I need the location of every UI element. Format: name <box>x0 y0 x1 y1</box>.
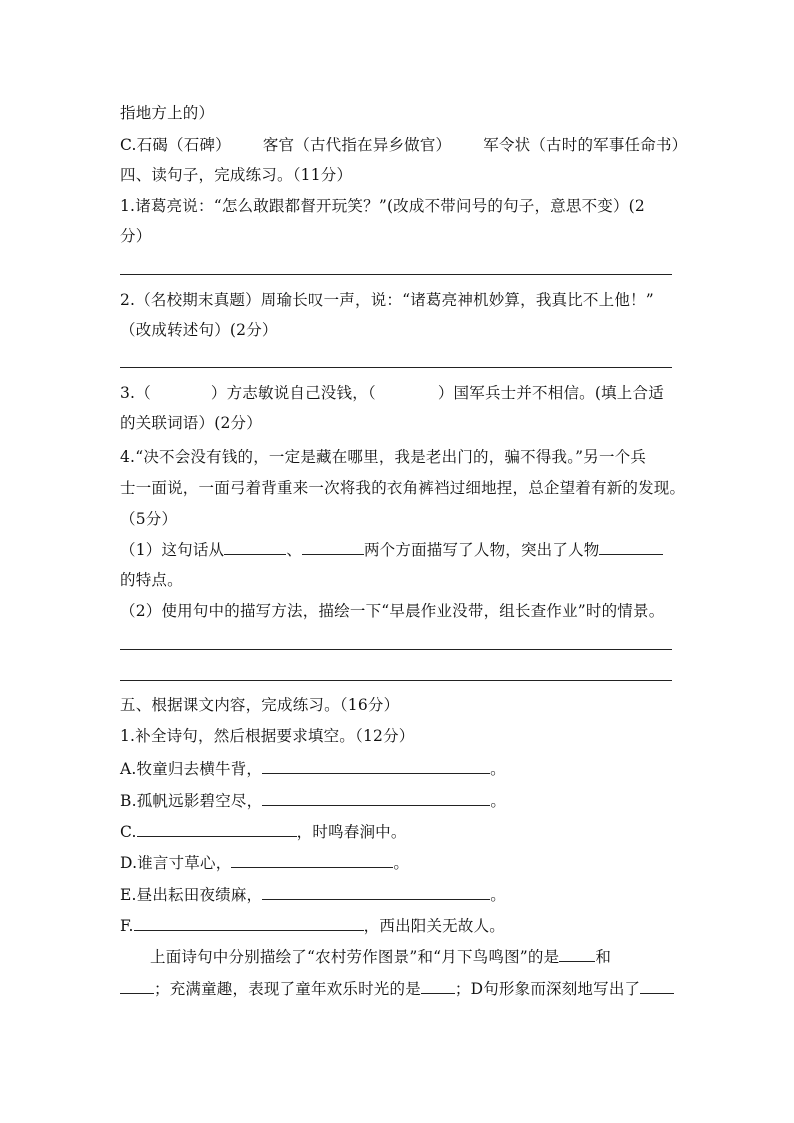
question-4-4: 4.“决不会没有钱的，一定是藏在哪里，我是老出门的，骗不得我。”另一个兵 <box>120 448 647 466</box>
option-c-row <box>120 135 688 155</box>
fill-blank[interactable] <box>262 790 490 806</box>
question-4-1-cont: 分） <box>120 227 152 245</box>
poem-b: B.孤帆远影碧空尽， 。 <box>120 792 507 810</box>
question-4-3: 3.（ ）方志敏说自己没钱，（ ）国军兵士并不相信。(填上合适 <box>120 384 664 402</box>
poem-f: F. ，西出阳关无故人。 <box>120 917 505 935</box>
answer-line[interactable] <box>120 367 672 368</box>
fill-blank[interactable] <box>421 978 455 994</box>
poem-d: D.谁言寸草心， 。 <box>120 854 410 872</box>
question-4-4-cont: 士一面说，一面弓着背重来一次将我的衣角裤裆过细地捏，总企望着有新的发现。 <box>120 479 686 497</box>
fill-blank[interactable] <box>134 915 364 931</box>
answer-line[interactable] <box>120 274 672 275</box>
continued-text: 指地方上的） <box>120 104 215 122</box>
poem-c: C. ，时鸣春涧中。 <box>120 823 407 841</box>
question-4-3-cont: 的关联词语）(2分） <box>120 414 262 432</box>
question-4-4-score: （5分） <box>120 510 178 528</box>
section-four-heading: 四、读句子，完成练习。（11分） <box>120 166 353 184</box>
section-five-heading: 五、根据课文内容，完成练习。（16分） <box>120 696 400 714</box>
answer-line[interactable] <box>120 680 672 681</box>
poem-e: E.昼出耘田夜绩麻， 。 <box>120 886 506 904</box>
fill-blank[interactable] <box>120 978 154 994</box>
question-4-1: 1.诸葛亮说：“怎么敢跟都督开玩笑？”(改成不带问号的句子，意思不变）(2 <box>120 197 645 215</box>
fill-blank[interactable] <box>599 539 663 555</box>
answer-line[interactable] <box>120 649 672 650</box>
poem-question: 上面诗句中分别描绘了“农村劳作图景”和“月下鸟鸣图”的是 和 <box>150 948 612 966</box>
fill-blank[interactable] <box>640 978 674 994</box>
fill-blank[interactable] <box>262 884 490 900</box>
poem-a: A.牧童归去横牛背， 。 <box>120 760 506 778</box>
sub-question-2: （2）使用句中的描写方法，描绘一下“早晨作业没带，组长查作业”时的情景。 <box>120 602 665 620</box>
fill-blank[interactable] <box>231 852 393 868</box>
option-c-word3: 军令状（古时的军事任命书） <box>483 136 688 154</box>
option-c-word2: 客官（古代指在异乡做官） <box>262 136 452 154</box>
question-4-2: 2.（名校期末真题）周瑜长叹一声，说：“诸葛亮神机妙算，我真比不上他！” <box>120 291 654 309</box>
sub-question-1: （1）这句话从 、 两个方面描写了人物，突出了人物 <box>120 539 676 560</box>
question-4-2-cont: （改成转述句）(2分） <box>120 321 278 339</box>
option-c-word1: C.石碣（石碑） <box>120 136 231 154</box>
sub-question-1-cont: 的特点。 <box>120 571 183 589</box>
question-5-1: 1.补全诗句，然后根据要求填空。（12分） <box>120 727 415 745</box>
fill-blank[interactable] <box>302 539 364 555</box>
fill-blank[interactable] <box>262 758 490 774</box>
fill-blank[interactable] <box>559 946 595 962</box>
fill-blank[interactable] <box>137 821 297 837</box>
poem-question-cont: ；充满童趣，表现了童年欢乐时光的是 ；D句形象而深刻地写出了 <box>120 978 676 999</box>
fill-blank[interactable] <box>224 539 286 555</box>
